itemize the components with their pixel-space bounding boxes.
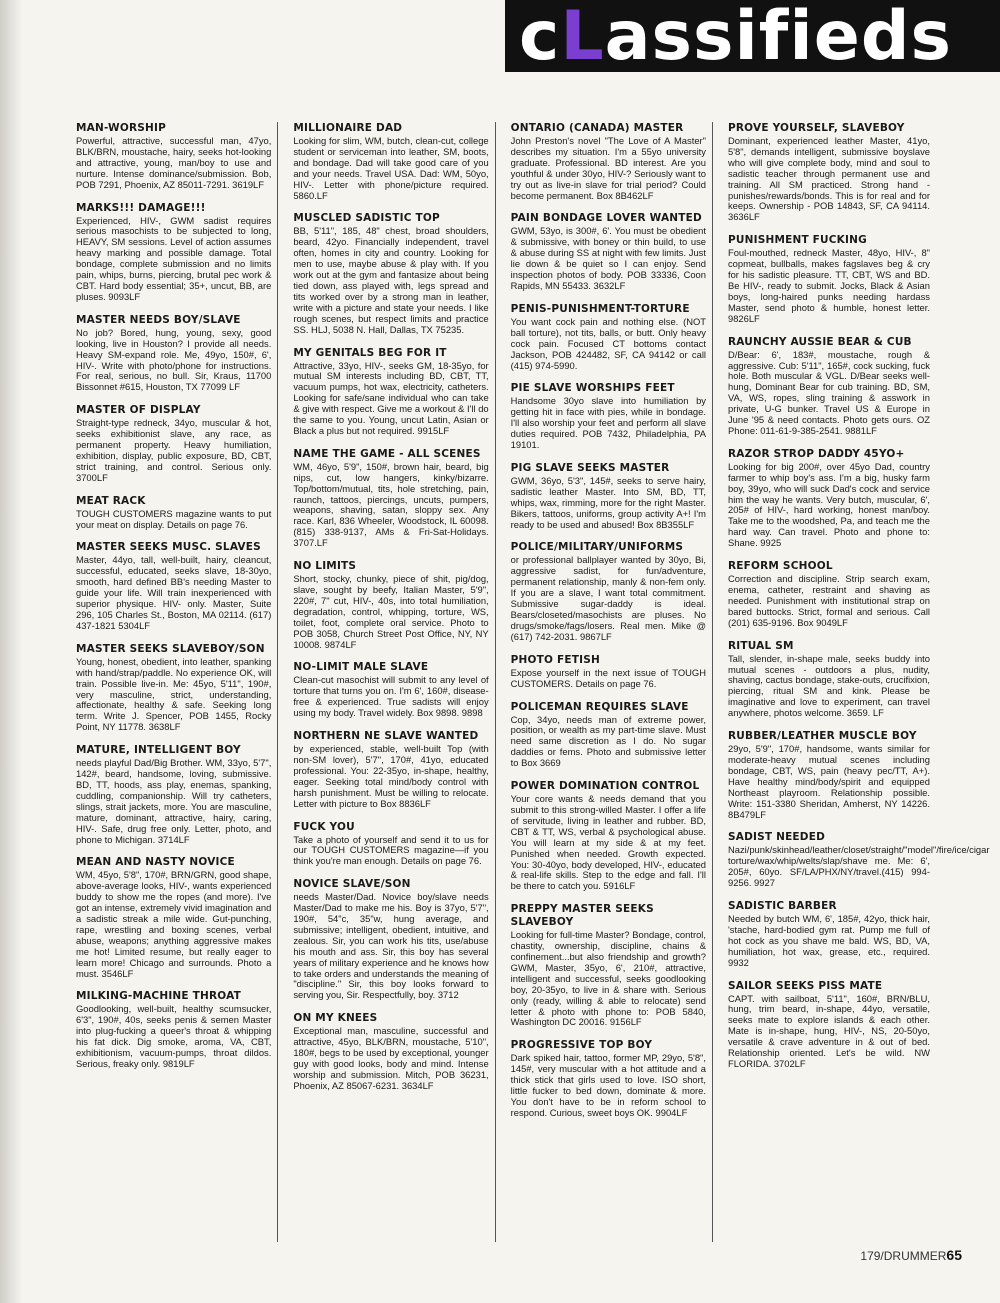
- ad-body-text: Attractive, 33yo, HIV-, seeks GM, 18-35yo, for mutual SM interests including BD, CBT, TT, vacuum pumps, hot wax, electricity, catheters. Looking for safe/sane individual who can take & give with respect. Give me a workout & I'll do the same to you. Young, uncut Latin, Asian or Black a plus but not required. 9915LF: [293, 359, 489, 436]
- ad-headline: RUBBER/LEATHER MUSCLE BOY: [727, 730, 917, 743]
- classified-ad: [511, 903, 706, 1028]
- classified-ad: [76, 122, 271, 191]
- classified-ad: [727, 831, 990, 889]
- ad-body-text: Cop, 34yo, needs man of extreme power, position, or wealth as my part-time slave. Must need same discretion as I do. No sugar daddies or fems. Photo and submissive letter to Box 3669: [510, 713, 706, 769]
- classified-ad: [76, 856, 271, 979]
- classified-ad: [76, 404, 271, 483]
- ad-headline: ONTARIO (CANADA) MASTER: [510, 122, 684, 134]
- classified-ad: [511, 382, 706, 451]
- classified-ad: [293, 448, 488, 549]
- classified-ad: [728, 730, 930, 820]
- ad-body-text: Needed by butch WM, 6', 185#, 42yo, thick hair, 'stache, hard-bodied gym rat. Pump me full of hot cock as you shave me bald. WS, BD, VA, humiliation, hot wax, grease, etc., required. 9932: [727, 913, 930, 968]
- ad-headline: MASTER SEEKS SLAVEBOY/SON: [76, 642, 265, 655]
- title-highlight-letter: L: [560, 0, 605, 76]
- ad-body-text: Expose yourself in the next issue of TOUGH CUSTOMERS. Details on page 76.: [510, 666, 706, 689]
- classified-ad: [76, 541, 271, 631]
- ad-headline: PIG SLAVE SEEKS MASTER: [510, 461, 670, 474]
- classified-ad: [293, 560, 488, 650]
- ad-headline: PIE SLAVE WORSHIPS FEET: [510, 382, 675, 395]
- ad-body-text: needs playful Dad/Big Brother. WM, 33yo, 5'7", 142#, beard, handsome, loving, submissive. BD, TT, hoods, ass play, enemas, spanking, cuddling, companionship. Will try catheters, slings, strait jackets, more. You are masculine, mature, dominant, attractive, hairy, caring, HIV-. Safe, drug free only. Letter, photo, and phone to Michigan. 3714LF: [76, 757, 272, 845]
- ad-headline: RAUNCHY AUSSIE BEAR & CUB: [727, 335, 912, 348]
- ad-body-text: Young, honest, obedient, into leather, spanking with hand/strap/paddle. No experience OK, will train. Possible live-in. Me: 45yo, 5'11", 190#, very masculine, strict, understanding, affectionate, healthy & safe. Seeking long term. Write J. Spencer, POB 1455, Rocky Point, NY 11778. 3638LF: [76, 655, 272, 733]
- title-part: c: [519, 0, 561, 76]
- classified-ad: [511, 780, 706, 892]
- classified-ad: [293, 122, 488, 201]
- ad-body-text: Dark spiked hair, tattoo, former MP, 29yo, 5'8", 145#, very muscular with a hot attitude and a thick stick that girls used to love. ISO short, little fucker to bed down, dominate & more. You don't have to be in reform school to respond. Curious, sweet boys OK. 9904LF: [510, 1052, 706, 1118]
- ad-body-text: 29yo, 5'9", 170#, handsome, wants similar for moderate-heavy mutual scenes including bondage, CBT, WS, pain (heavy pec/TT, A+). Have healthy mind/body/spirit and equipped Northeast playroom. Relationship possible. Write: 151-3380 Sheridan, Amherst, NY 14226. 8B479LF: [727, 743, 930, 820]
- ad-body-text: or professional ballplayer wanted by 30yo, Bi, aggressive sadist, for fun/adventure, permanent relationship, manly & non-fem only. If you are a slave, I want total commitment. Submissive sugar-daddy is ideal. Bears/closeted/masochists are pluses. No drugs/smoke/fags/losers. Real men. Mike @ (617) 742-2031. 9867LF: [510, 554, 706, 642]
- ad-headline: MARKS!!! DAMAGE!!!: [76, 201, 206, 214]
- ad-body-text: by experienced, stable, well-built Top (with non-SM lover), 5'7", 170#, 41yo, educated professional. You: 22-35yo, in-shape, healthy, eager. Seeking total mind/body control with harsh punishment. Must be willing to relocate. Letter with picture to Box 8836LF: [293, 743, 489, 809]
- ad-body-text: Nazi/punk/skinhead/leather/closet/straight/"model"/fire/ice/cigar torture/wax/whip/welts/slap/shave me. Me: 6', 205#, 60yo. SF/LA/PHX/NY/travel.(415) 994-9256. 9927: [727, 844, 990, 889]
- ad-headline: NAME THE GAME - ALL SCENES: [293, 447, 481, 460]
- ad-headline: PUNISHMENT FUCKING: [727, 234, 867, 247]
- ad-headline: PAIN BONDAGE LOVER WANTED: [510, 212, 702, 225]
- column-4: [727, 122, 990, 1242]
- ad-headline: MASTER SEEKS MUSC. SLAVES: [76, 541, 261, 554]
- classified-ad: [293, 661, 488, 719]
- classified-ad: [511, 212, 706, 291]
- classified-ad: [293, 1012, 488, 1091]
- ad-body-text: Straight-type redneck, 34yo, muscular & hot, seeks exhibitionist slave, any race, as permanent property. Heavy humiliation, exhibition, display, public exposure, BD, CBT, strict training, and control. Serious only. 3700LF: [76, 417, 272, 483]
- classified-ad: [728, 234, 930, 324]
- ad-body-text: needs Master/Dad. Novice boy/slave needs Master/Dad to make me his. Boy is 37yo, 5'7", 190#, 54"c, 35"w, hung average, and submissive; intelligent, obedient, intuitive, and zealous. Sir, you can work his tits, use/abuse his mouth and ass. Sir, this boy has several years of military experience and he knows how to take orders and understands the meaning of "discipline." Sir, this boy looks forward to serving you, Sir. Respectfully, boy. 3712: [293, 891, 489, 1001]
- classified-ad: [293, 878, 488, 1001]
- page-number: 65: [946, 1247, 962, 1263]
- classified-ad: [76, 990, 271, 1069]
- ad-body-text: Powerful, attractive, successful man, 47yo, BLK/BRN, moustache, hairy, seeks hot-looking and attractive, young, man/boy to use and nurture. Intense dominance/submission. Bob, POB 7291, Phoenix, AZ 85011-7291. 3619LF: [76, 135, 272, 190]
- ad-headline: MASTER OF DISPLAY: [76, 404, 201, 417]
- ad-headline: MASTER NEEDS BOY/SLAVE: [76, 313, 241, 326]
- ad-body-text: Short, stocky, chunky, piece of shit, pig/dog, slave, sought by beefy, Italian Master, 5'9", 220#, 7" cut, HIV-, 40s, into total humiliation, degradation, control, whipping, torture, WS, toilet, foot, complete oral service. Photo to POB 3058, Church Street Post Office, NY, NY 10008. 9874LF: [293, 573, 489, 650]
- ad-body-text: GWM, 53yo, is 300#, 6'. You must be obedient & submissive, with boney or thin build, to use & abuse during SS at night with few limits. Just lie down & be quiet so I can enjoy. Send inspection photos of body. POB 33336, Coon Rapids, MN 55433. 3632LF: [510, 225, 706, 291]
- section-banner: [505, 0, 1000, 76]
- classified-ad: [511, 541, 706, 642]
- ad-body-text: Foul-mouthed, redneck Master, 48yo, HIV-, 8" copmeat, bullballs, makes fagslaves beg & cry for his sadistic pleasure. TT, CBT, WS and BD. Be HIV-, ready to submit. Jocks, Black & Asian boys, long-haired punks needing hardass Master, send photo & humble, honest letter. 9826LF: [727, 247, 930, 324]
- column-3: [511, 122, 713, 1242]
- ad-body-text: Looking for full-time Master? Bondage, control, chastity, ownership, discipline, chains & confinement...but also friendship and growth? GWM, Master, 35yo, 6', 210#, attractive, intelligent and successful, seeks goodlooking boy, 20-35yo, to live in & share with. Serious only (ready, willing & able to relocate) send letter & photo with phone to: POB 5840, Washington DC 20016. 9156LF: [510, 929, 706, 1028]
- ad-body-text: Looking for big 200#, over 45yo Dad, country farmer to whip boy's ass. I'm a big, husky farm boy, 39yo, who will suck Dad's cock and service him the way he wants. Very butch, muscular, 6', 205# of HIV-, hard working, honest man/boy. Take me to the woodshed, Pa, and teach me the hard way. Can travel. Photo and phone to: Shane. 9925: [727, 460, 930, 549]
- ad-headline: PREPPY MASTER SEEKS SLAVEBOY: [510, 903, 654, 929]
- ad-body-text: Goodlooking, well-built, healthy scumsucker, 6'3", 190#, 40s, seeks penis & semen Master into plug-fucking a queer's throat & whipping his fat dick. Dig smoke, aroma, VA, CBT, exhibitionism, vacuum-pumps, throat dildos. Serious, freaky only. 9819LF: [76, 1003, 272, 1069]
- ad-body-text: Your core wants & needs demand that you submit to this strong-willed Master. I offer a life of servitude, living in leather and rubber. BD, CBT & TT, WS, verbal & psychological abuse. You will learn at my side & at my feet. Punished when needed. Growth expected. You: 30-40yo, body developed, HIV-, educated & real-life skills. Step to the edge and fall. I'll be there to catch you. 5916LF: [510, 793, 706, 892]
- ad-headline: SAILOR SEEKS PISS MATE: [727, 979, 883, 992]
- ad-headline: RITUAL SM: [727, 639, 794, 652]
- classified-ad: [76, 495, 271, 531]
- classified-ad: [728, 336, 930, 437]
- ad-body-text: GWM, 36yo, 5'3", 145#, seeks to serve hairy, sadistic leather Master. Into SM, BD, TT, whips, wax, rimming, more for the right Master. Bikers, tattoos, uniforms, group activity A+! I'm ready to be used and abused! Box 8B355LF: [510, 474, 706, 530]
- ad-body-text: WM, 45yo, 5'8", 170#, BRN/GRN, good shape, above-average looks, HIV-, wants experienced buddy to show me the ropes (and more). I've got an intense, extremely vivid imagination and a sadistic streak a mile wide. Gut-punching, rape, wrestling and boxing scenes, verbal abuse, weapons; anything aggressive makes me hot! Limited resume, but really eager to learn more! Chicago and surrounds. Photo a must. 3546LF: [76, 869, 272, 979]
- page-footer: [860, 1247, 962, 1263]
- ad-headline: MILKING-MACHINE THROAT: [76, 990, 241, 1003]
- ad-body-text: Exceptional man, masculine, successful and attractive, 45yo, BLK/BRN, moustache, 5'10", 180#, begs to be used by exceptional, younger guy with good looks, body and mind. Intense worship and submission. Mitch, POB 36231, Phoenix, AZ 85067-6231. 3634LF: [293, 1025, 489, 1091]
- classified-ad: [728, 560, 930, 629]
- column-1: [76, 122, 278, 1242]
- classified-ad: [728, 900, 930, 969]
- classified-ad: [76, 643, 271, 733]
- ad-headline: PROVE YOURSELF, SLAVEBOY: [727, 122, 905, 134]
- ad-body-text: Handsome 30yo slave into humiliation by getting hit in face with pies, while in bondage. I'll also worship your feet and perform all slave duties required. POB 7432, Philadelphia, PA 19101.: [510, 395, 706, 451]
- ad-headline: NORTHERN NE SLAVE WANTED: [293, 730, 479, 743]
- classified-ad: [728, 122, 930, 223]
- ad-headline: NOVICE SLAVE/SON: [293, 878, 411, 891]
- ad-headline: POLICE/MILITARY/UNIFORMS: [510, 541, 684, 554]
- classified-ad: [511, 303, 706, 372]
- ad-headline: MUSCLED SADISTIC TOP: [293, 212, 440, 225]
- ad-headline: RAZOR STROP DADDY 45YO+: [727, 447, 905, 460]
- ad-headline: ON MY KNEES: [293, 1012, 378, 1025]
- ad-headline: REFORM SCHOOL: [727, 560, 833, 573]
- ad-body-text: Dominant, experienced leather Master, 41yo, 5'8", demands intelligent, submissive boyslave who will give complete body, mind and soul to sadistic teacher through permanent use and training. All SM practiced. Strong hand - punishes/rewards/bonds. This is for real and for keeps. Ownership - POB 14843, SF, CA 94114. 3636LF: [727, 135, 930, 223]
- classified-ad: [511, 122, 706, 201]
- ad-body-text: BB, 5'11", 185, 48" chest, broad shoulders, beard, 42yo. Financially independent, travel often, homes in city and country. Looking for men to use, maybe abuse & play with. If you work out at the gym and fantasize about being tied down, ass played with, legs spread and tits worked over by a strong man in leather, write with a picture and state your needs. I like rough scenes, but respect limits and practice SS. HLJ, 5038 N. Hall, Dallas, TX 75235.: [293, 225, 489, 335]
- ad-headline: MY GENITALS BEG FOR IT: [293, 346, 447, 359]
- section-title: [519, 0, 952, 76]
- classified-ad: [728, 980, 930, 1070]
- classified-ad: [76, 314, 271, 393]
- classified-ad: [293, 821, 488, 868]
- classified-ad: [511, 1039, 706, 1118]
- ad-body-text: Correction and discipline. Strip search exam, enema, catheter, restraint and shaving as needed. Punishment with institutional strap on bared buttocks. Strict, formal and serious. Call (201) 635-9196. Box 9049LF: [727, 573, 930, 628]
- ad-body-text: Tall, slender, in-shape male, seeks buddy into mutual scenes - outdoors a plus, nudity, shaving, cactus bondage, stake-outs, crucifixion, piercing, ritual SM and kink. Please be imaginative and love to experiment, can travel anywhere, photos welcome. 3659. LF: [727, 652, 930, 719]
- ad-body-text: Take a photo of yourself and send it to us for our TOUGH CUSTOMERS magazine—if you think you're man enough. Details on page 76.: [293, 833, 489, 867]
- ad-headline: NO-LIMIT MALE SLAVE: [293, 661, 429, 674]
- ad-body-text: You want cock pain and nothing else. (NOT ball torture), not tits, balls, or butt. Only heavy cock pain. Focused CT bottoms contact Jackson, POB 424482, SF, CA 94142 or call (415) 974-5990.: [510, 315, 706, 371]
- classified-ad: [728, 448, 930, 549]
- ad-headline: MILLIONAIRE DAD: [293, 122, 403, 134]
- classified-ad: [293, 730, 488, 809]
- title-part: assifieds: [604, 0, 952, 76]
- ad-body-text: D/Bear: 6', 183#, moustache, rough & aggressive. Cub: 5'11", 165#, cock sucking, fuck hole. Both muscular & VGL. D/Bear seeks well-hung, Dominant Bear for cub training. BD, SM, VA, WS, ropes, sling training & asswork in private, U-G bunker. Travel US & Europe in June '95 & need contacts. Photo gets ours. OZ Phone: 011-61-9-385-2541. 9881LF: [727, 348, 930, 436]
- ad-body-text: John Preston's novel "The Love of A Master" describes my situation. I'm a 55yo university graduate. Professional. BD interest. Are you youthful & under 30yo, HIV-? Seriously want to try out as live-in slave for trial period? Could become permanent. Box 8B462LF: [510, 135, 706, 201]
- page-binding-shadow: [0, 0, 22, 1303]
- classified-ad: [76, 744, 271, 845]
- ad-headline: PENIS-PUNISHMENT-TORTURE: [510, 302, 690, 315]
- ad-headline: NO LIMITS: [293, 560, 357, 573]
- classified-ad: [293, 212, 488, 335]
- classified-ad: [728, 640, 930, 719]
- ad-headline: PROGRESSIVE TOP BOY: [510, 1039, 653, 1052]
- ad-body-text: CAPT. with sailboat, 5'11", 160#, BRN/BLU, hung, trim beard, in-shape, 44yo, versatile, seeks mate to explore islands & each other. Mate is in-shape, hung, HIV-, NS, 20-50yo, versatile & crave adventure in & out of bed. Relationship oriented. Let's be wild. NW FLORIDA. 3702LF: [727, 992, 930, 1069]
- classified-ad: [76, 202, 271, 303]
- ad-headline: MEAN AND NASTY NOVICE: [76, 856, 235, 869]
- ad-body-text: Clean-cut masochist will submit to any level of torture that turns you on. I'm 6', 160#, disease-free & experienced. True sadists will enjoy using my body. Travel widely. Box 9898. 9898: [293, 674, 489, 719]
- ad-body-text: WM, 46yo, 5'9", 150#, brown hair, beard, big nips, cut, low hangers, kinky/bizarre. Top/bottom/mutual, tits, hole stretching, pain, raunch, tattoos, piercings, uncuts, pumpers, weapons, shaving, satan, sloppy sex. Any race. Karl, 836 Wheeler, Woodstock, IL 60098. (815) 338-9137, AMs & Fri-Sat-Holidays. 3707.LF: [293, 460, 489, 549]
- ad-headline: SADISTIC BARBER: [727, 900, 837, 913]
- classifieds-columns: [76, 122, 990, 1242]
- ad-headline: POLICEMAN REQUIRES SLAVE: [510, 700, 689, 713]
- classified-ad: [293, 347, 488, 437]
- ad-headline: SADIST NEEDED: [727, 831, 826, 844]
- ad-body-text: Looking for slim, WM, butch, clean-cut, college student or serviceman into leather, SM, boots, and bondage. Dad will take good care of you and your needs. Travel USA. Dad: WM, 50yo, HIV-. Letter with phone/picture required. 5860.LF: [293, 135, 489, 201]
- column-2: [293, 122, 495, 1242]
- ad-body-text: Master, 44yo, tall, well-built, hairy, cleancut, successful, educated, seeks slave, 18-30yo, smooth, hard defined BB's needing Master to guide your life. Will train inexperienced with superior physique. HIV- only. Master, Suite 296, 105 Charles St., Boston, MA 02114. (617) 437-1821 5304LF: [76, 554, 272, 631]
- classified-ad: [511, 654, 706, 690]
- ad-headline: MAN-WORSHIP: [76, 122, 166, 134]
- ad-body-text: Experienced, HIV-, GWM sadist requires serious masochists to be subjected to long, HEAVY, SM sessions. Level of action assumes heavy marking and possible damage. Total bondage, complete submission and no limits pain, whips, burns, piercing, brutal pec work & CBT. Hard body essential; 35+, uncut, BB, are pluses. 9093LF: [76, 214, 272, 302]
- ad-headline: FUCK YOU: [293, 820, 355, 833]
- ad-headline: MATURE, INTELLIGENT BOY: [76, 744, 241, 757]
- classified-ad: [511, 462, 706, 531]
- ad-body-text: TOUGH CUSTOMERS magazine wants to put your meat on display. Details on page 76.: [76, 507, 272, 530]
- ad-body-text: No job? Bored, hung, young, sexy, good looking, live in Houston? I provide all needs. Heavy SM-expand role. Me, 49yo, 150#, 6', HIV-. Write with photo/phone for instructions. For real, serious, no bull. Sir, Kraus, 11700 Bissonnet #615, Houston, TX 77099 LF: [76, 326, 272, 393]
- ad-headline: MEAT RACK: [76, 494, 146, 507]
- ad-headline: PHOTO FETISH: [510, 653, 600, 666]
- ad-headline: POWER DOMINATION CONTROL: [510, 780, 700, 793]
- classified-ad: [511, 701, 706, 770]
- issue-label: 179/DRUMMER: [860, 1249, 947, 1263]
